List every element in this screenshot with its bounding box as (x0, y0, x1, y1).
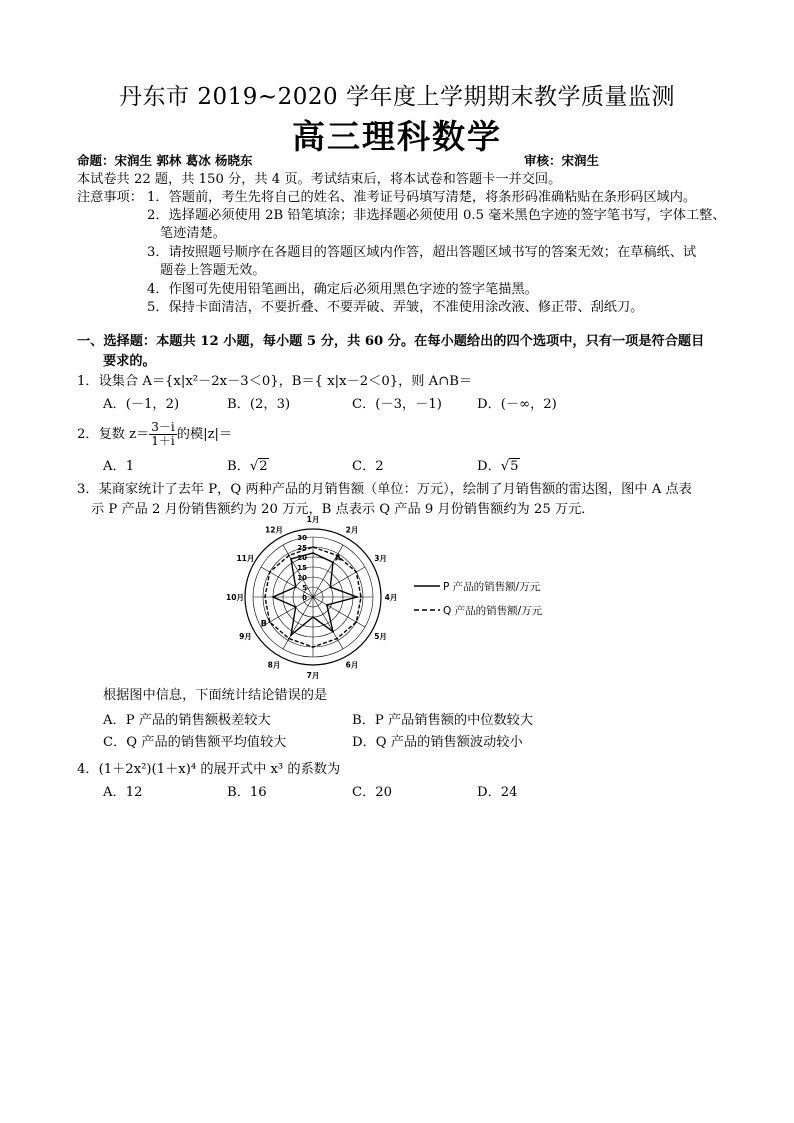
radar-category-label: 6月 (345, 660, 359, 670)
exam-subject-title: 高三理科数学 (292, 117, 502, 156)
q4-option-a: A．12 (103, 785, 143, 800)
radar-data-point (288, 638, 290, 640)
radar-category-label: 2月 (345, 525, 359, 535)
q3-option-a: A．P 产品的销售额极差较大 (103, 713, 271, 728)
authors-line: 命题：宋润生 郭林 葛冰 杨晓东 (77, 153, 253, 168)
radar-data-point (295, 606, 297, 608)
reviewer-line: 审核：宋润生 (524, 153, 600, 168)
radar-data-point (356, 596, 358, 598)
section-heading-cont: 要求的。 (103, 354, 156, 369)
question-2-stem (77, 418, 232, 452)
radar-data-point (332, 561, 334, 563)
notice-item: 笔迹清楚。 (160, 226, 226, 241)
legend-label: P 产品的销售额/万元 (443, 581, 541, 593)
q4-option-c: C．20 (352, 785, 393, 800)
radar-category-label: 9月 (239, 632, 252, 641)
q3-option-d: D．Q 产品的销售额波动较小 (352, 735, 523, 750)
radar-data-point (355, 621, 357, 623)
legend-label: Q 产品的销售额/万元 (443, 605, 543, 617)
exam-title: 丹东市 2019~2020 学年度上学期期末教学质量监测 (119, 84, 675, 110)
q2-option-b-radicand: 2 (259, 459, 268, 474)
q2-prefix: 2．复数 z＝ (77, 427, 150, 442)
radar-data-point (326, 604, 328, 606)
radar-tick-label: 30 (297, 534, 307, 542)
radar-category-label: 3月 (374, 554, 387, 563)
q2-option-d-radicand: 5 (510, 459, 519, 474)
q3-option-c: C．Q 产品的销售额平均值较大 (103, 735, 287, 750)
q4-option-d: D．24 (477, 785, 518, 800)
q2-numerator: 3－i (151, 420, 175, 434)
radar-category-label: 7月 (306, 671, 320, 680)
radar-data-point (269, 621, 271, 623)
radar-data-point (295, 586, 297, 588)
radar-data-point (290, 558, 292, 560)
question-1-stem: 1．设集合 A＝{x|x²－2x－3＜0}，B＝{ x|x－2＜0}，则 A∩B＝ (77, 374, 473, 389)
radar-annotation-label: B (260, 619, 267, 628)
notice-item: 3．请按照题号顺序在各题目的答题区域内作答，超出答题区域书写的答案无效；在草稿纸、试 (147, 245, 697, 260)
radar-data-point (332, 631, 334, 633)
radar-data-point (272, 596, 274, 598)
q3-option-b: B．P 产品销售额的中位数较大 (352, 713, 534, 728)
radar-data-point (312, 552, 314, 554)
radar-tick-label: 5 (302, 584, 307, 592)
q2-option-d (477, 459, 520, 475)
q2-denominator: 1＋i (151, 434, 175, 448)
radar-tick-label: 25 (297, 544, 307, 552)
radar-data-point (269, 571, 271, 573)
radar-spoke (313, 567, 365, 597)
radar-data-point (329, 586, 331, 588)
radar-category-label: 10月 (226, 593, 244, 602)
question-3-stem-line1: 3．某商家统计了去年 P，Q 两种产品的月销售额（单位：万元），绘制了月销售额的雷达图，图中 A 点表 (77, 482, 692, 497)
notice-item: 4．作图可先使用铅笔画出，确定后必须用黑色字迹的签字笔描黑。 (147, 282, 538, 297)
q1-option-d: D．(－∞，2) (477, 397, 557, 412)
q2-option-b-label: B． (227, 459, 250, 474)
radar-chart (226, 515, 588, 680)
notice-item: 5．保持卡面清洁，不要折叠、不要弄破、弄皱，不准使用涂改液、修正带、刮纸刀。 (147, 300, 644, 315)
radar-data-point (290, 634, 292, 636)
q2-option-d-label: D． (477, 459, 501, 474)
sqrt-symbol: √2 (249, 459, 268, 474)
radar-category-label: 12月 (265, 525, 283, 535)
radar-data-point (288, 555, 290, 557)
section-heading: 一、选择题：本题共 12 小题，每小题 5 分，共 60 分。在每小题给出的四个选项中，只有一项是符合题目 (77, 334, 705, 349)
notice-item: 2．选择题必须使用 2B 铅笔填涂；非选择题必须使用 0.5 毫米黑色字迹的签字笔书写，字体工整、 (147, 208, 726, 223)
intro-text: 本试卷共 22 题，共 150 分，共 4 页。考试结束后，将本试卷和答题卡一并交回。 (77, 172, 562, 187)
question-4-stem: 4．(1＋2x²)(1＋x)⁴ 的展开式中 x³ 的系数为 (77, 762, 341, 777)
radar-data-point (312, 546, 314, 548)
radar-tick-label: 15 (297, 564, 307, 572)
radar-tick-label: 20 (297, 554, 307, 562)
q2-option-a: A．1 (103, 459, 135, 474)
q1-option-c: C．(－3，－1) (352, 397, 442, 412)
radar-category-label: 4月 (384, 593, 398, 602)
radar-data-point (355, 571, 357, 573)
question-3-stem-line2: 示 P 产品 2 月份销售额约为 20 万元，B 点表示 Q 产品 9 月份销售额约为 25 万元． (91, 502, 595, 517)
radar-data-point (312, 616, 314, 618)
radar-category-label: 8月 (267, 660, 281, 670)
radar-category-label: 1月 (306, 515, 320, 524)
radar-category-label: 11月 (236, 554, 255, 563)
radar-data-point (264, 596, 266, 598)
q2-option-c: C．2 (352, 459, 384, 474)
notice-item: 题卷上答题无效。 (160, 263, 266, 278)
radar-annotation-label: A (335, 553, 342, 563)
q2-option-b (227, 459, 269, 475)
question-3-prompt: 根据图中信息，下面统计结论错误的是 (103, 688, 328, 703)
q2-suffix: 的模|z|＝ (176, 427, 233, 442)
q4-option-b: B．16 (227, 785, 267, 800)
radar-tick-label: 0 (302, 594, 307, 602)
radar-category-label: 5月 (374, 632, 387, 641)
radar-tick-label: 10 (297, 574, 307, 582)
radar-data-point (336, 638, 338, 640)
q1-option-a: A．(－1，2) (103, 397, 180, 412)
notice-label: 注意事项： (77, 190, 143, 205)
radar-data-point (360, 596, 362, 598)
notice-item: 1．答题前，考生先将自己的姓名、准考证号码填写清楚，将条形码准确粘贴在条形码区域内。 (147, 190, 697, 205)
sqrt-symbol: √5 (500, 459, 519, 474)
radar-data-point (312, 646, 314, 648)
q2-fraction (149, 421, 176, 448)
q1-option-b: B．(2，3) (227, 397, 291, 412)
